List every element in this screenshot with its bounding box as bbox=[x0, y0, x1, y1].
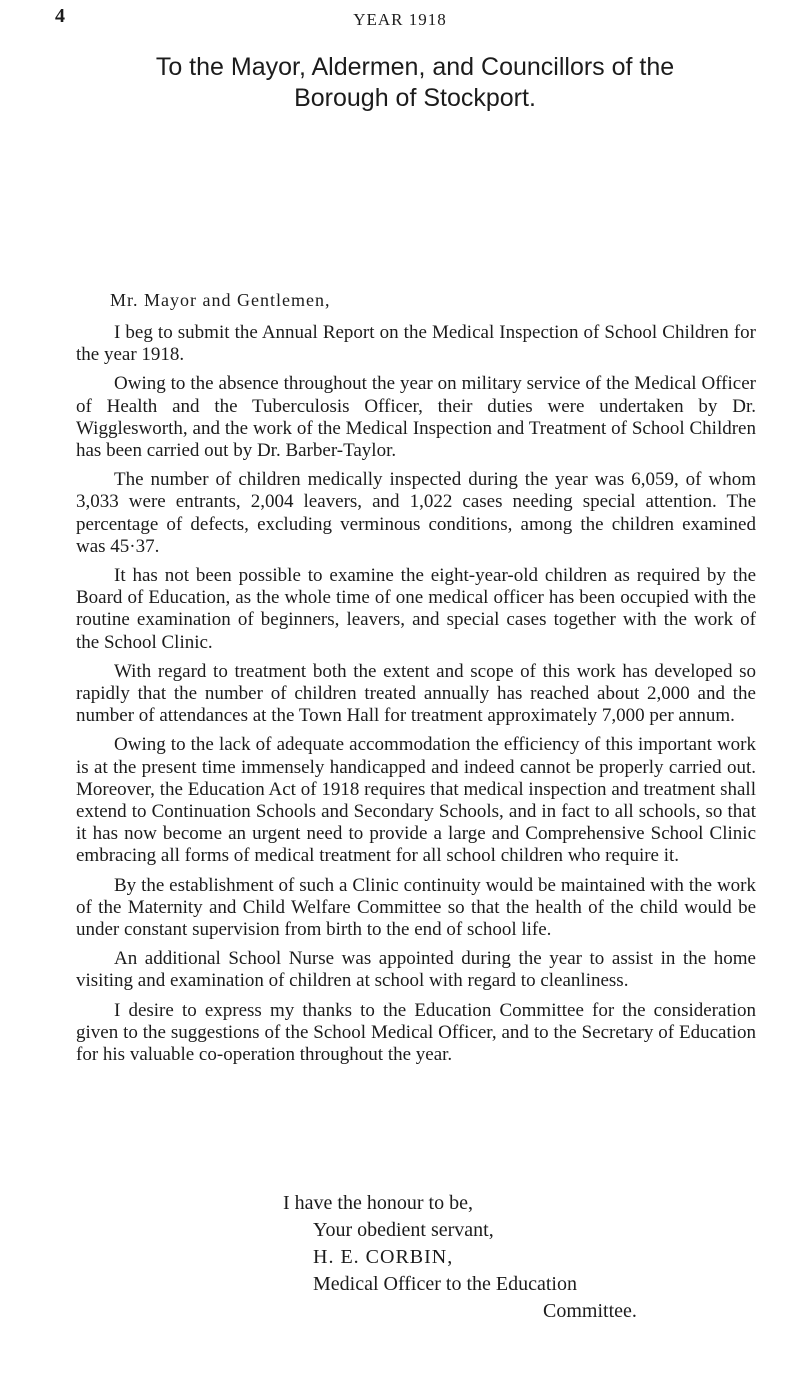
paragraph-school-nurse: An additional School Nurse was appointed during the year to assist in the home visiting and examination of children at school with regard to cleanliness. bbox=[76, 948, 756, 992]
signature-name: H. E. CORBIN, bbox=[313, 1246, 454, 1268]
paragraph-staffing: Owing to the absence throughout the year on military service of the Medical Officer of Health and the Tuberculosis Officer, their duties were undertaken by Dr. Wigglesworth, and the work of the Medical Inspection and Treatment of School Children has been carried out by Dr. Barber-Taylor. bbox=[76, 373, 756, 462]
closing-honour: I have the honour to be, bbox=[283, 1192, 473, 1214]
paragraph-thanks: I desire to express my thanks to the Education Committee for the consideration given to the suggestions of the School Medical Officer, and to the Secretary of Education for his valuable co-operation throughout the year. bbox=[76, 999, 756, 1066]
paragraph-accommodation: Owing to the lack of adequate accommodation the efficiency of this important work is at the present time immensely handicapped and indeed cannot be properly carried out. Moreover, the Education Act of 1918 requires that medical inspection and treatment shall extend to Continuation Schools and Secondary Schools, and in fact to all schools, so that it has now become an urgent need to provide a large and Comprehensive School Clinic embracing all forms of medical treatment for all school children who require it. bbox=[76, 734, 756, 867]
salutation: Mr. Mayor and Gentlemen, bbox=[110, 290, 331, 310]
signature-title-cont: Committee. bbox=[543, 1300, 637, 1322]
closing-servant: Your obedient servant, bbox=[313, 1219, 494, 1241]
address-block bbox=[95, 52, 735, 114]
paragraph-treatment: With regard to treatment both the extent and scope of this work has developed so rapidly that the number of children treated annually has reached about 2,000 and the number of attendances at the Town Hall for treatment approximately 7,000 per annum. bbox=[76, 660, 756, 727]
signature-title: Medical Officer to the Education bbox=[313, 1273, 577, 1295]
address-line-2: Borough of Stockport. bbox=[294, 84, 536, 112]
paragraph-clinic-continuity: By the establishment of such a Clinic continuity would be maintained with the work of the Maternity and Child Welfare Committee so that the health of the child would be under constant supervision from birth to the end of school life. bbox=[76, 874, 756, 941]
paragraph-inspection-numbers: The number of children medically inspected during the year was 6,059, of whom 3,033 were entrants, 2,004 leavers, and 1,022 cases needing special attention. The percentage of defects, excluding verminous conditions, among the children examined was 45·37. bbox=[76, 469, 756, 557]
report-body bbox=[76, 322, 756, 1073]
paragraph-submission: I beg to submit the Annual Report on the Medical Inspection of School Children for the year 1918. bbox=[76, 322, 756, 366]
address-line-1: To the Mayor, Aldermen, and Councillors of the bbox=[155, 53, 675, 81]
page-number: 4 bbox=[55, 5, 65, 27]
paragraph-eight-year-olds: It has not been possible to examine the eight-year-old children as required by the Board of Education, as the whole time of one medical officer has been occupied with the routine examination of beginners, leavers, and special cases together with the work of the School Clinic. bbox=[76, 565, 756, 653]
closing-block bbox=[283, 1190, 637, 1325]
running-head: YEAR 1918 bbox=[353, 10, 447, 29]
